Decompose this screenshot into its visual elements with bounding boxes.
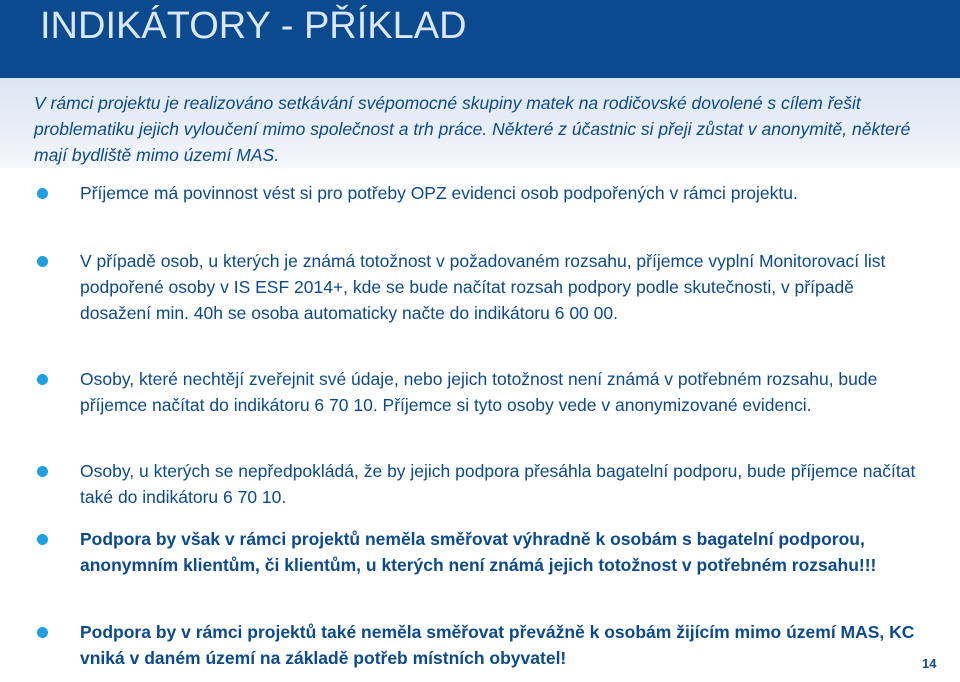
bullet-text: Příjemce má povinnost vést si pro potřeby OPZ evidenci osob podpořených v rámci projektu. xyxy=(80,183,798,203)
intro-text: V rámci projektu je realizováno setkávání svépomocné skupiny matek na rodičovské dovolené s cílem řešit problematiku jejich vyloučení mimo společnost a trh práce. Některé z účastnic si přeji zůstat v anonymitě, některé mají bydliště mimo území MAS. xyxy=(34,93,911,165)
bullet-dot-icon xyxy=(37,374,48,385)
slide-title: INDIKÁTORY - PŘÍKLAD xyxy=(40,5,467,47)
bullet-text: Osoby, u kterých se nepředpokládá, že by jejich podpora přesáhla bagatelní podporu, bude příjemce načítat také do indikátoru 6 70 10. xyxy=(80,461,916,507)
bullet-dot-icon xyxy=(37,627,48,638)
bullet-text: V případě osob, u kterých je známá totožnost v požadovaném rozsahu, příjemce vyplní Monitorovací list podpořené osoby v IS ESF 2014+, kde se bude načítat rozsah podpory podle skutečnosti, v případě dosažení min. 40h se osoba automaticky načte do indikátoru 6 00 00. xyxy=(80,251,886,323)
bullet-text-bold: Podpora by však v rámci projektů neměla směřovat výhradně k osobám s bagatelní podporou, anonymním klientům, či klientům, u kterých není známá jejich totožnost v potřebném rozsahu!!! xyxy=(80,529,877,575)
bullet-dot-icon xyxy=(37,466,48,477)
bullet-text: Osoby, které nechtějí zveřejnit své údaje, nebo jejich totožnost není známá v potřebném rozsahu, bude příjemce načítat do indikátoru 6 70 10. Příjemce si tyto osoby vede v anonymizované evidenci. xyxy=(80,369,878,415)
page-number: 14 xyxy=(922,656,937,671)
bullet-dot-icon xyxy=(37,534,48,545)
bullet-dot-icon xyxy=(37,188,48,199)
bullet-text-bold: Podpora by v rámci projektů také neměla směřovat převážně k osobám žijícím mimo území MAS, KC vniká v daném území na základě potřeb místních obyvatel! xyxy=(80,622,915,668)
bullet-dot-icon xyxy=(37,256,48,267)
